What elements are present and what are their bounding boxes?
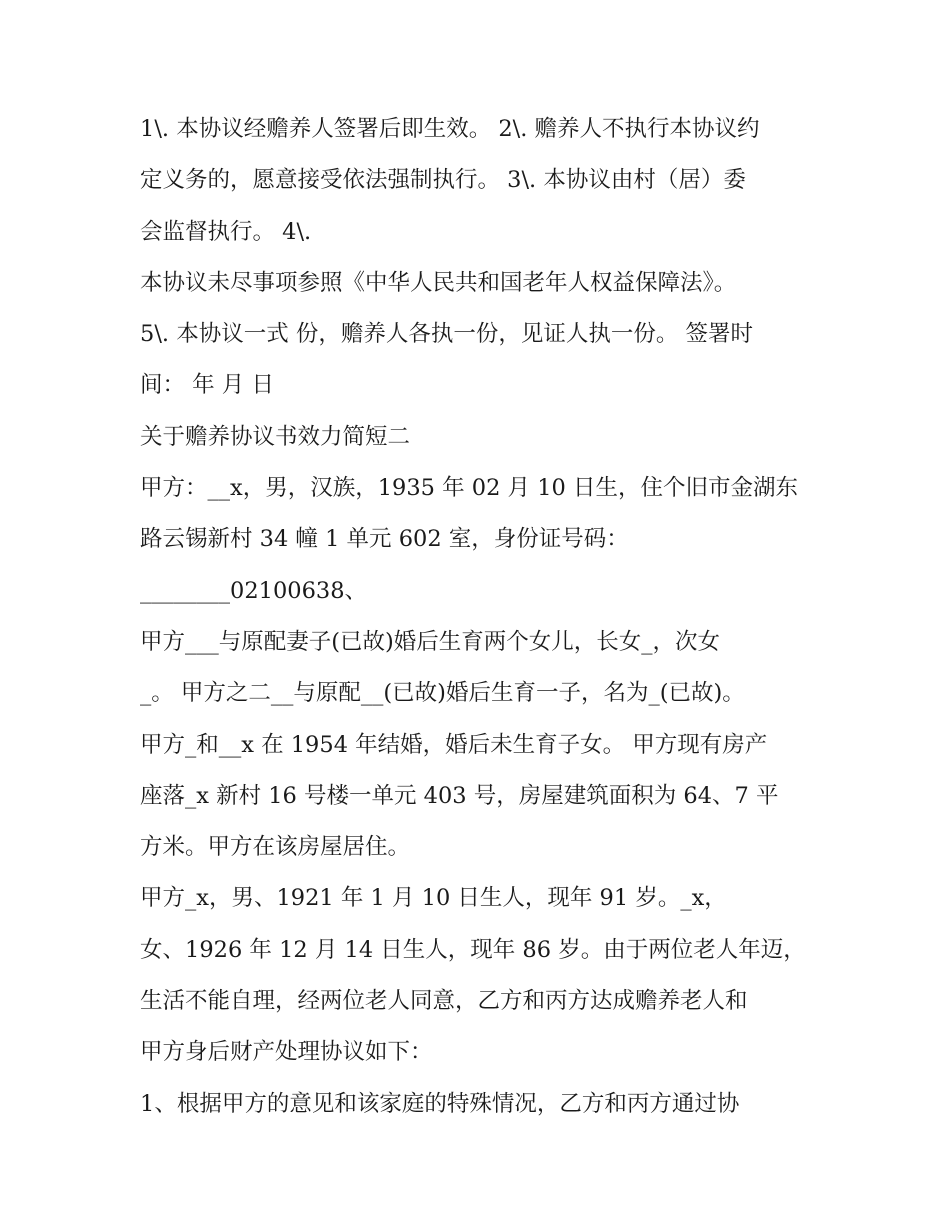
text-line: 甲方：__x，男，汉族，1935 年 02 月 10 日生，住个旧市金湖东 xyxy=(140,475,798,502)
text-line: 座落_x 新村 16 号楼一单元 403 号，房屋建筑面积为 64、7 平 xyxy=(140,782,779,809)
text-line: 生活不能自理，经两位老人同意，乙方和丙方达成赡养老人和 xyxy=(140,988,748,1015)
text-line: 间： 年 月 日 xyxy=(140,372,274,399)
text-line: 本协议未尽事项参照《中华人民共和国老年人权益保障法》。 xyxy=(140,269,737,296)
text-line: 5\. 本协议一式 份，赡养人各执一份，见证人执一份。 签署时 xyxy=(140,321,754,348)
text-line: ________02100638、 xyxy=(140,577,368,604)
text-line: 甲方_和__x 在 1954 年结婚，婚后未生育子女。 甲方现有房产 xyxy=(140,731,768,758)
text-line: 会监督执行。 4\. xyxy=(140,218,312,245)
text-line: 1、根据甲方的意见和该家庭的特殊情况，乙方和丙方通过协 xyxy=(140,1090,740,1117)
text-line: 女、1926 年 12 月 14 日生人，现年 86 岁。由于两位老人年迈， xyxy=(140,936,806,963)
text-line: 甲方身后财产处理协议如下： xyxy=(140,1039,433,1066)
text-line: 1\. 本协议经赡养人签署后即生效。 2\. 赡养人不执行本协议约 xyxy=(140,116,760,142)
text-line: 甲方___与原配妻子(已故)婚后生育两个女儿，长女_，次女 xyxy=(140,628,721,655)
document-page xyxy=(140,104,820,1130)
text-line: 方米。甲方在该房屋居住。 xyxy=(140,834,411,861)
text-line: 路云锡新村 34 幢 1 单元 602 室，身份证号码： xyxy=(140,526,629,553)
section-heading: 关于赡养协议书效力简短二 xyxy=(140,423,411,450)
text-line: 甲方_x，男、1921 年 1 月 10 日生人，现年 91 岁。_x， xyxy=(140,885,727,912)
text-line: 定义务的，愿意接受依法强制执行。 3\. 本协议由村（居）委 xyxy=(140,167,746,194)
text-line: _。 甲方之二__与原配__(已故)婚后生育一子，名为_(已故)。 xyxy=(140,680,745,707)
